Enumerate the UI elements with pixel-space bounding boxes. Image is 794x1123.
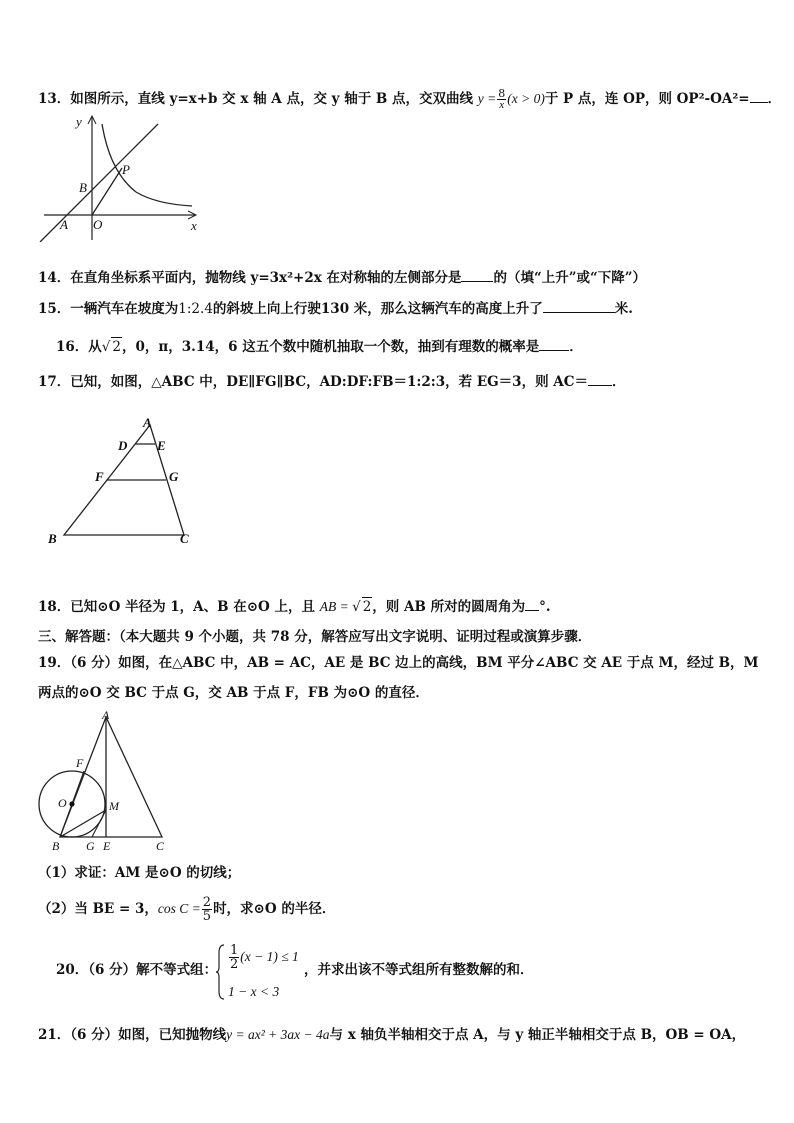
- q18-text-before: 已知⊙O 半径为 1，A、B 在⊙O 上，且: [70, 599, 316, 615]
- q20-ineq1-den: 2: [230, 957, 239, 972]
- q18-sqrt-sign: √: [352, 599, 361, 615]
- q19-label-b: B: [52, 839, 60, 852]
- section-3-title: 三、解答题：（本大题共 9 个小题，共 78 分，解答应写出文字说明、证明过程或演算步骤．: [38, 629, 592, 645]
- q15-text-mid: 的斜坡上向上行驶130 米，那么这辆汽车的高度上升了: [212, 301, 543, 317]
- q13-label-b: B: [79, 180, 87, 195]
- q17-label-f: F: [95, 469, 104, 484]
- q17-number: 17．: [38, 374, 71, 390]
- q19-part2-after: 时，求⊙O 的半径．: [213, 901, 336, 917]
- q20-number: 20．: [56, 962, 89, 978]
- q17-label-b: B: [48, 531, 57, 546]
- q19-triangle: [60, 717, 162, 837]
- q19-label-m: M: [109, 799, 119, 813]
- q17-answer-blank: [588, 373, 612, 386]
- q19-number: 19．: [38, 655, 71, 671]
- q16-text-after: ，0，π，3.14，6 这五个数中随机抽取一个数，抽到有理数的概率是: [122, 339, 540, 355]
- q13-label-p: P: [122, 162, 130, 177]
- q13-end: ．: [767, 91, 782, 107]
- q21-number: 21．: [38, 1027, 71, 1043]
- q13-formula-cond: (x > 0): [507, 91, 545, 106]
- q17-label-c: C: [180, 531, 189, 546]
- q19-line1: [38, 654, 759, 672]
- q19-part1: （1）求证：AM 是⊙O 的切线；: [38, 865, 241, 881]
- q19-label-a: A: [102, 708, 110, 722]
- q15-answer-blank: [543, 300, 615, 313]
- q16-text: [56, 337, 583, 356]
- q18-formula: AB =: [319, 599, 353, 614]
- q14-text-before: 在直角坐标系平面内，抛物线 y=3x²+2x 在对称轴的左侧部分是: [70, 270, 462, 286]
- q19-part2-num: 2: [202, 895, 212, 910]
- q15-ratio: 1:2.4: [178, 301, 213, 317]
- q18-sqrt-arg: 2: [362, 599, 372, 615]
- q14-text: [38, 269, 646, 287]
- q16-sqrt-arg: 2: [112, 339, 121, 355]
- q13-label-x: x: [191, 218, 197, 233]
- q14-text-after: 的（填“上升”或“下降”）: [493, 270, 647, 286]
- q21-text-before: 如图，已知抛物线: [118, 1027, 227, 1043]
- q13-number: 13．: [38, 91, 71, 107]
- q13-frac-num: 8: [498, 87, 506, 100]
- q18-answer-blank: [525, 598, 539, 611]
- q16-sqrt-sign: √: [101, 339, 111, 355]
- q20-inequality-1: [228, 944, 299, 971]
- q19-figure: [34, 707, 184, 852]
- q19-label-g: G: [86, 839, 95, 852]
- q21-formula: y = ax² + 3ax − 4a: [226, 1027, 330, 1042]
- q17-end: ．: [612, 374, 626, 390]
- q20-ineq1-fraction: [229, 944, 239, 971]
- q17-text-before: 已知，如图，△ABC 中，DE∥FG∥BC，AD:DF:FB＝1:2:3，若 EG＝3，则 AC＝: [70, 374, 588, 390]
- q17-label-e: E: [157, 438, 166, 453]
- q16-answer-blank: [539, 338, 569, 351]
- q13-text-after: 于 P 点，连 OP，则 OP²-OA²=: [544, 91, 750, 107]
- q15-text-before: 一辆汽车在坡度为: [70, 301, 179, 317]
- q19-part2: [38, 896, 335, 923]
- q19-label-e: E: [103, 839, 111, 852]
- q13-text-before: 如图所示，直线 y=x+b 交 x 轴 A 点，交 y 轴于 B 点，交双曲线: [70, 91, 474, 107]
- q19-part2-fraction: [202, 896, 212, 923]
- q20-inequality-2: 1 − x < 3: [228, 984, 280, 999]
- q16-number: 16．: [56, 339, 89, 355]
- q18-text-after: ，则 AB 所对的圆周角为: [372, 599, 526, 615]
- q19-score: （6 分）: [70, 655, 119, 671]
- q20-ineq1-rest: (x − 1) ≤ 1: [240, 949, 299, 964]
- q20-text-after: ，并求出该不等式组所有整数解的和．: [304, 962, 534, 978]
- q21-score: （6 分）: [70, 1027, 119, 1043]
- q13-label-a: A: [60, 217, 68, 232]
- q14-number: 14．: [38, 270, 71, 286]
- q17-label-g: G: [169, 469, 179, 484]
- q21-text: [38, 1026, 745, 1044]
- q19-line1-text: 如图，在△ABC 中，AB = AC，AE 是 BC 边上的高线，BM 平分∠ABC 交 AE 于点 M，经过 B，M: [118, 655, 759, 671]
- q18-text: [38, 597, 551, 616]
- q20-ineq1-num: 1: [230, 943, 239, 958]
- q13-frac-den: x: [499, 99, 505, 111]
- q17-figure: [40, 413, 210, 548]
- q13-label-o: O: [93, 217, 103, 232]
- q14-answer-blank: [461, 269, 493, 282]
- q19-part2-cos: cos C =: [157, 901, 201, 916]
- q19-label-o: O: [58, 796, 67, 810]
- q13-answer-blank: [750, 90, 768, 103]
- q19-part2-before: （2）当 BE = 3，: [38, 901, 158, 917]
- q19-label-c: C: [156, 839, 165, 852]
- q16-end: ．: [569, 339, 583, 355]
- q19-line2: 两点的⊙O 交 BC 于点 G，交 AB 于点 F，FB 为⊙O 的直径．: [38, 685, 429, 701]
- q17-label-d: D: [118, 438, 128, 453]
- q17-text: [38, 373, 626, 391]
- q13-label-y: y: [76, 114, 82, 129]
- q13-text: [38, 88, 781, 111]
- q15-number: 15．: [38, 301, 71, 317]
- q19-label-f: F: [76, 756, 84, 770]
- q20-line-before: [56, 961, 217, 979]
- q18-end: °.: [539, 599, 551, 615]
- q13-formula-lhs: y =: [477, 91, 497, 106]
- q19-part2-den: 5: [202, 909, 212, 924]
- q21-text-after: 与 x 轴负半轴相交于点 A，与 y 轴正半轴相交于点 B，OB = OA，: [329, 1027, 746, 1043]
- q20-text-before: 解不等式组：: [136, 962, 218, 978]
- q20-score: （6 分）: [88, 962, 137, 978]
- q19-center-dot: [69, 801, 74, 806]
- q20-brace: [216, 943, 226, 1001]
- q13-hyperbola: [102, 124, 192, 206]
- q13-figure: [36, 112, 206, 242]
- q13-fraction: [497, 88, 506, 111]
- q15-text-after: 米.: [614, 301, 633, 317]
- q16-text-before: 从: [88, 339, 102, 355]
- q17-label-a: A: [143, 415, 152, 430]
- q15-text: [38, 300, 633, 318]
- q18-number: 18．: [38, 599, 71, 615]
